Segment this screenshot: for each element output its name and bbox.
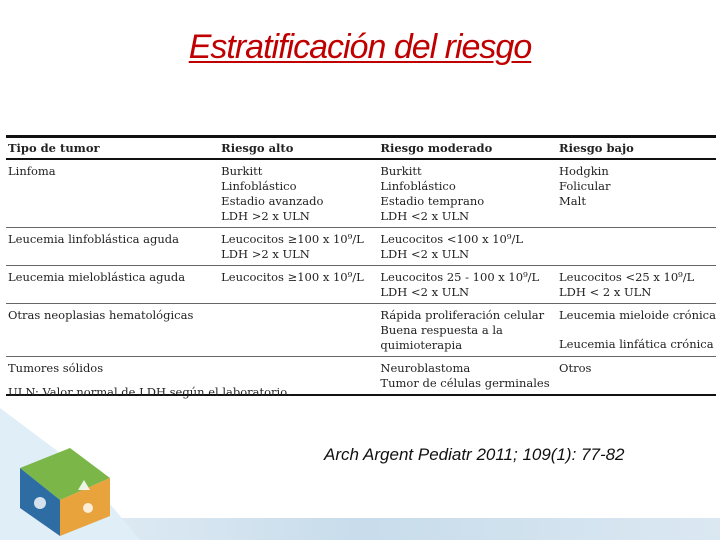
table-cell-bajo [557, 228, 716, 266]
logo-ring-mark [83, 503, 93, 513]
cell-line: Estadio avanzado [221, 194, 324, 208]
cell-line: Tumores sólidos [8, 361, 104, 375]
cell-line: Linfoblástico [380, 179, 456, 193]
cell-line: Burkitt [221, 164, 263, 178]
table-cell-alto [219, 228, 378, 266]
risk-table [6, 138, 716, 396]
table-cell-tipo [6, 266, 219, 304]
cell-line: Buena respuesta a la [380, 323, 503, 337]
cell-line: Leucocitos <100 x 10⁹/L [380, 232, 523, 246]
cell-line: Tumor de células germinales [380, 376, 550, 390]
table-cell-moderado [378, 228, 557, 266]
table-row [6, 228, 716, 266]
cell-line: Malt [559, 194, 586, 208]
cell-line: LDH <2 x ULN [380, 209, 470, 223]
header-riesgo-moderado: Riesgo moderado [378, 138, 557, 159]
cell-line: Burkitt [380, 164, 422, 178]
table-body [6, 159, 716, 395]
cell-line: Leucemia linfoblástica aguda [8, 232, 180, 246]
table-cell-alto [219, 304, 378, 357]
table-footnote: ULN: Valor normal de LDH según el laboratorio. [8, 385, 291, 399]
cell-line: Leucemia linfática crónica [559, 337, 714, 351]
cell-line: Rápida proliferación celular [380, 308, 545, 322]
cell-line: Leucemia mieloide crónica [559, 308, 716, 322]
cell-line: Otros [559, 361, 592, 375]
table-cell-moderado [378, 304, 557, 357]
cell-line: LDH <2 x ULN [380, 285, 470, 299]
slide-title: Estratificación del riesgo [188, 28, 532, 66]
header-riesgo-bajo: Riesgo bajo [557, 138, 716, 159]
cell-line: Linfoma [8, 164, 56, 178]
cell-line: quimioterapia [380, 338, 463, 352]
header-tipo-de-tumor: Tipo de tumor [6, 138, 219, 159]
cell-line: Leucocitos ≥100 x 10⁹/L [221, 270, 364, 284]
logo-molecule-dot [34, 497, 46, 509]
cell-line: LDH >2 x ULN [221, 247, 310, 261]
cell-line: LDH < 2 x ULN [559, 285, 652, 299]
cell-line: Otras neoplasias hematológicas [8, 308, 194, 322]
header-riesgo-alto: Riesgo alto [219, 138, 378, 159]
cell-line: Folicular [559, 179, 611, 193]
table-cell-bajo [557, 357, 716, 396]
table-row [6, 159, 716, 228]
cell-spacer [559, 323, 716, 337]
table-cell-tipo [6, 304, 219, 357]
cell-line: LDH >2 x ULN [221, 209, 310, 223]
table-cell-alto [219, 266, 378, 304]
table-cell-bajo [557, 266, 716, 304]
cell-line: Leucemia mieloblástica aguda [8, 270, 186, 284]
table-cell-tipo [6, 159, 219, 228]
table-cell-bajo [557, 304, 716, 357]
table-cell-tipo [6, 228, 219, 266]
risk-table-wrapper [6, 133, 716, 396]
table-cell-alto [219, 159, 378, 228]
cell-line: Estadio temprano [380, 194, 485, 208]
pharmacy-logo-icon [0, 408, 140, 540]
cell-line: Leucocitos 25 - 100 x 10⁹/L [380, 270, 540, 284]
cell-line: Neuroblastoma [380, 361, 471, 375]
table-row [6, 266, 716, 304]
cell-line: Leucocitos ≥100 x 10⁹/L [221, 232, 364, 246]
table-row [6, 304, 716, 357]
cell-line: Linfoblástico [221, 179, 297, 193]
table-cell-moderado [378, 266, 557, 304]
table-cell-bajo [557, 159, 716, 228]
table-cell-moderado [378, 159, 557, 228]
table-cell-moderado [378, 357, 557, 396]
cell-line: Hodgkin [559, 164, 609, 178]
cell-line: LDH <2 x ULN [380, 247, 470, 261]
cell-line: Leucocitos <25 x 10⁹/L [559, 270, 695, 284]
table-header-row [6, 138, 716, 159]
citation: Arch Argent Pediatr 2011; 109(1): 77-82 [324, 445, 625, 464]
